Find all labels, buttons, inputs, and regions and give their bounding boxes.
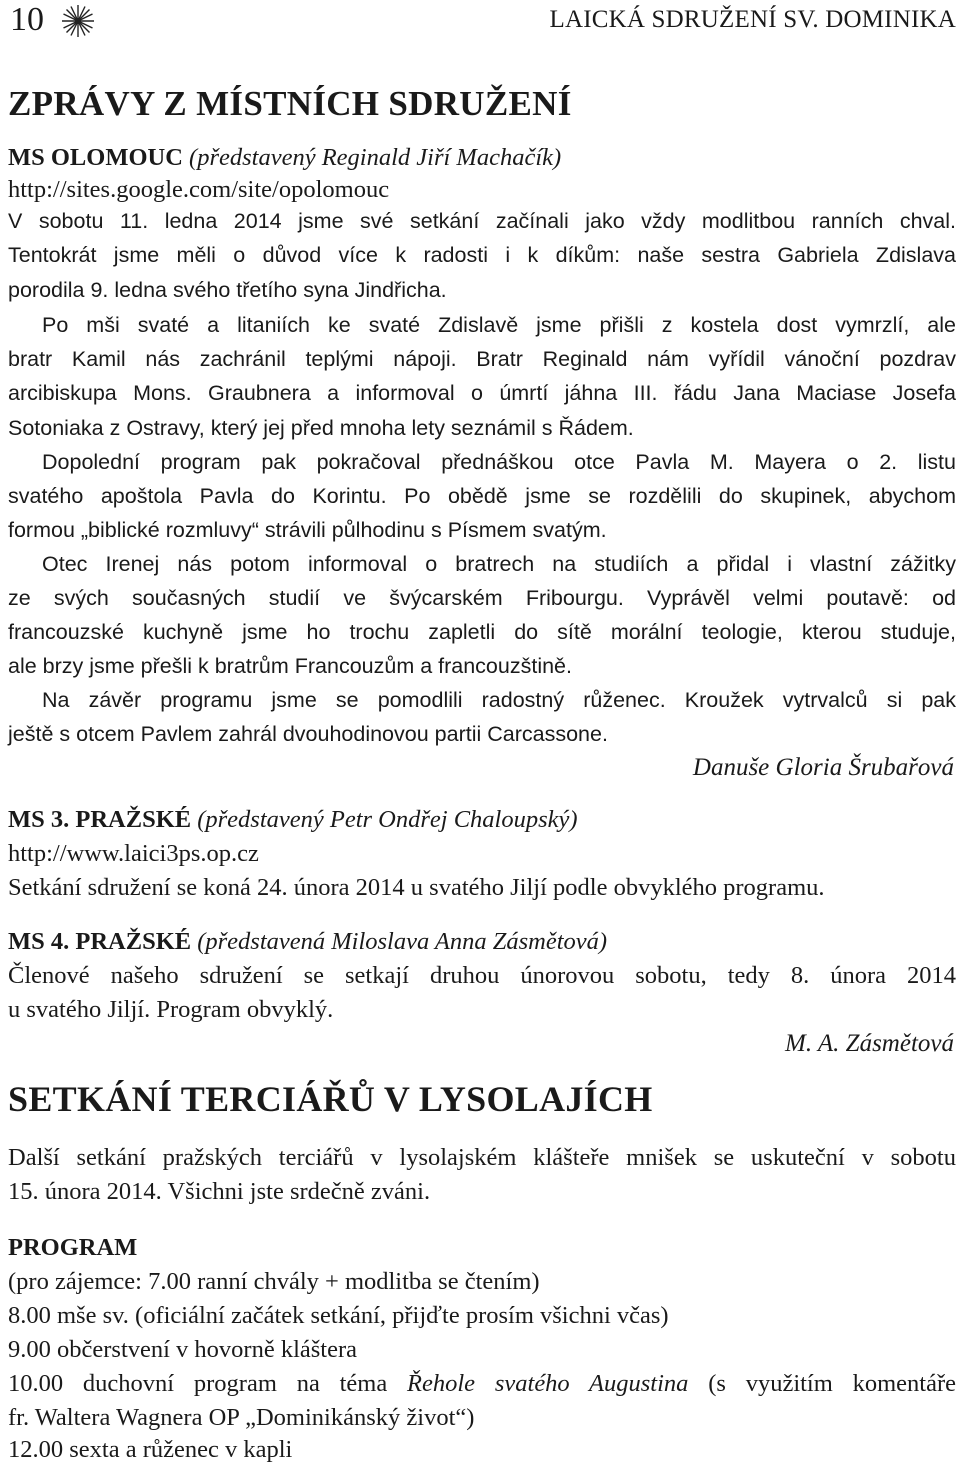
olomouc-text-line: Tentokrát jsme měli o důvod více k radosti i k díkům: naše sestra Gabriela Zdislava <box>8 243 956 267</box>
olomouc-text-line: Po mši svaté a litaniích ke svaté Zdislavě jsme přišli z kostela dost vymrzlí, ale <box>42 313 956 337</box>
olomouc-text-line: Na závěr programu jsme se pomodlili radostný růženec. Kroužek vytrvalců si pak <box>42 688 956 712</box>
program-item: 8.00 mše sv. (oficiální začátek setkání, přijďte prosím všichni včas) <box>8 1302 669 1329</box>
olomouc-text-line: Dopolední program pak pokračoval přednáškou otce Pavla M. Mayera o 2. listu <box>42 450 956 474</box>
page-number: 10 <box>10 1 44 38</box>
lysolaje-intro-line: Další setkání pražských terciářů v lysolajském klášteře mnišek se uskuteční v sobotu <box>8 1144 956 1171</box>
olomouc-text-line: V sobotu 11. ledna 2014 jsme své setkání začínali jako vždy modlitbou ranních chval. <box>8 209 956 233</box>
program-item: (pro zájemce: 7.00 ranní chvály + modlitba se čtením) <box>8 1268 540 1295</box>
olomouc-text-line: ještě s otcem Pavlem zahrál dvouhodinovou partii Carcassone. <box>8 722 608 746</box>
praha3-presenter: (představený Petr Ondřej Chaloupský) <box>197 806 578 833</box>
praha4-prefix: MS 4. <box>8 928 70 955</box>
praha4-heading <box>8 930 607 955</box>
lysolaje-intro-line: 15. února 2014. Všichni jste srdečně zváni. <box>8 1178 431 1205</box>
running-header <box>8 0 956 44</box>
olomouc-heading <box>8 146 561 171</box>
praha3-name: PRAŽSKÉ <box>75 806 192 833</box>
program-item: 12.00 sexta a růženec v kapli <box>8 1436 293 1463</box>
program-item-book-title: Řehole svatého Augustina <box>407 1370 689 1397</box>
olomouc-text-line: formou „biblické rozmluvy“ strávili půlhodinu s Písmem svatým. <box>8 518 607 542</box>
program-item: fr. Waltera Wagnera OP „Dominikánský život“) <box>8 1404 475 1431</box>
praha4-text-line: Členové našeho sdružení se setkají druhou únorovou sobotu, tedy 8. února 2014 <box>8 962 956 989</box>
olomouc-text-line: arcibiskupa Mons. Graubnera a informoval o úmrtí jáhna III. řádu Jana Maciase Josefa <box>8 381 956 405</box>
program-item-text: (s využitím komentáře <box>688 1370 956 1397</box>
praha3-heading <box>8 808 578 833</box>
olomouc-url[interactable]: http://sites.google.com/site/opolomouc <box>8 176 390 203</box>
program-item: 9.00 občerstvení v hovorně kláštera <box>8 1336 358 1363</box>
olomouc-text-line: porodila 9. ledna svého třetího syna Jindřicha. <box>8 278 447 302</box>
running-title: LAICKÁ SDRUŽENÍ SV. DOMINIKA <box>549 6 956 33</box>
praha4-presenter: (představená Miloslava Anna Zásmětová) <box>197 928 608 955</box>
olomouc-name: MS OLOMOUC <box>8 144 183 171</box>
program-item-text: 10.00 duchovní program na téma <box>8 1370 408 1397</box>
olomouc-text-line: francouzské kuchyně jsme ho trochu zapletli do sítě morální teologie, kterou studuje, <box>8 620 956 644</box>
praha3-prefix: MS 3. <box>8 806 70 833</box>
praha4-name: PRAŽSKÉ <box>75 928 192 955</box>
program-title: PROGRAM <box>8 1234 138 1261</box>
section-title-lysolaje: SETKÁNÍ TERCIÁŘŮ V LYSOLAJÍCH <box>8 1079 653 1119</box>
praha3-text: Setkání sdružení se koná 24. února 2014 u svatého Jiljí podle obvyklého programu. <box>8 874 825 901</box>
olomouc-signature: Danuše Gloria Šrubařová <box>692 754 954 781</box>
praha4-text-line: u svatého Jiljí. Program obvyklý. <box>8 996 334 1023</box>
olomouc-text-line: Otec Irenej nás potom informoval o bratrech na studiích a přidal i vlastní zážitky <box>42 552 956 576</box>
praha3-url[interactable]: http://www.laici3ps.op.cz <box>8 840 259 867</box>
olomouc-text-line: Sotoniaka z Ostravy, který jej před mnoha lety seznámil s Řádem. <box>8 416 634 440</box>
eight-point-star-icon <box>60 3 96 39</box>
document-page <box>8 0 956 1464</box>
olomouc-presenter: (představený Reginald Jiří Machačík) <box>189 144 562 171</box>
olomouc-text-line: bratr Kamil nás zachránil teplými nápoji. Bratr Reginald nám vyřídil vánoční pozdrav <box>8 347 956 371</box>
section-title-zpravy: ZPRÁVY Z MÍSTNÍCH SDRUŽENÍ <box>8 84 572 123</box>
olomouc-text-line: ze svých současných studií ve švýcarském Fribourgu. Vyprávěl velmi poutavě: od <box>8 586 956 610</box>
praha4-signature: M. A. Zásmětová <box>785 1030 954 1057</box>
olomouc-text-line: svatého apoštola Pavla do Korintu. Po obědě jsme se rozdělili do skupinek, abychom <box>8 484 956 508</box>
program-item-spiritual <box>8 1372 956 1397</box>
olomouc-text-line: ale brzy jsme přešli k bratrům Francouzům a francouzštině. <box>8 654 572 678</box>
